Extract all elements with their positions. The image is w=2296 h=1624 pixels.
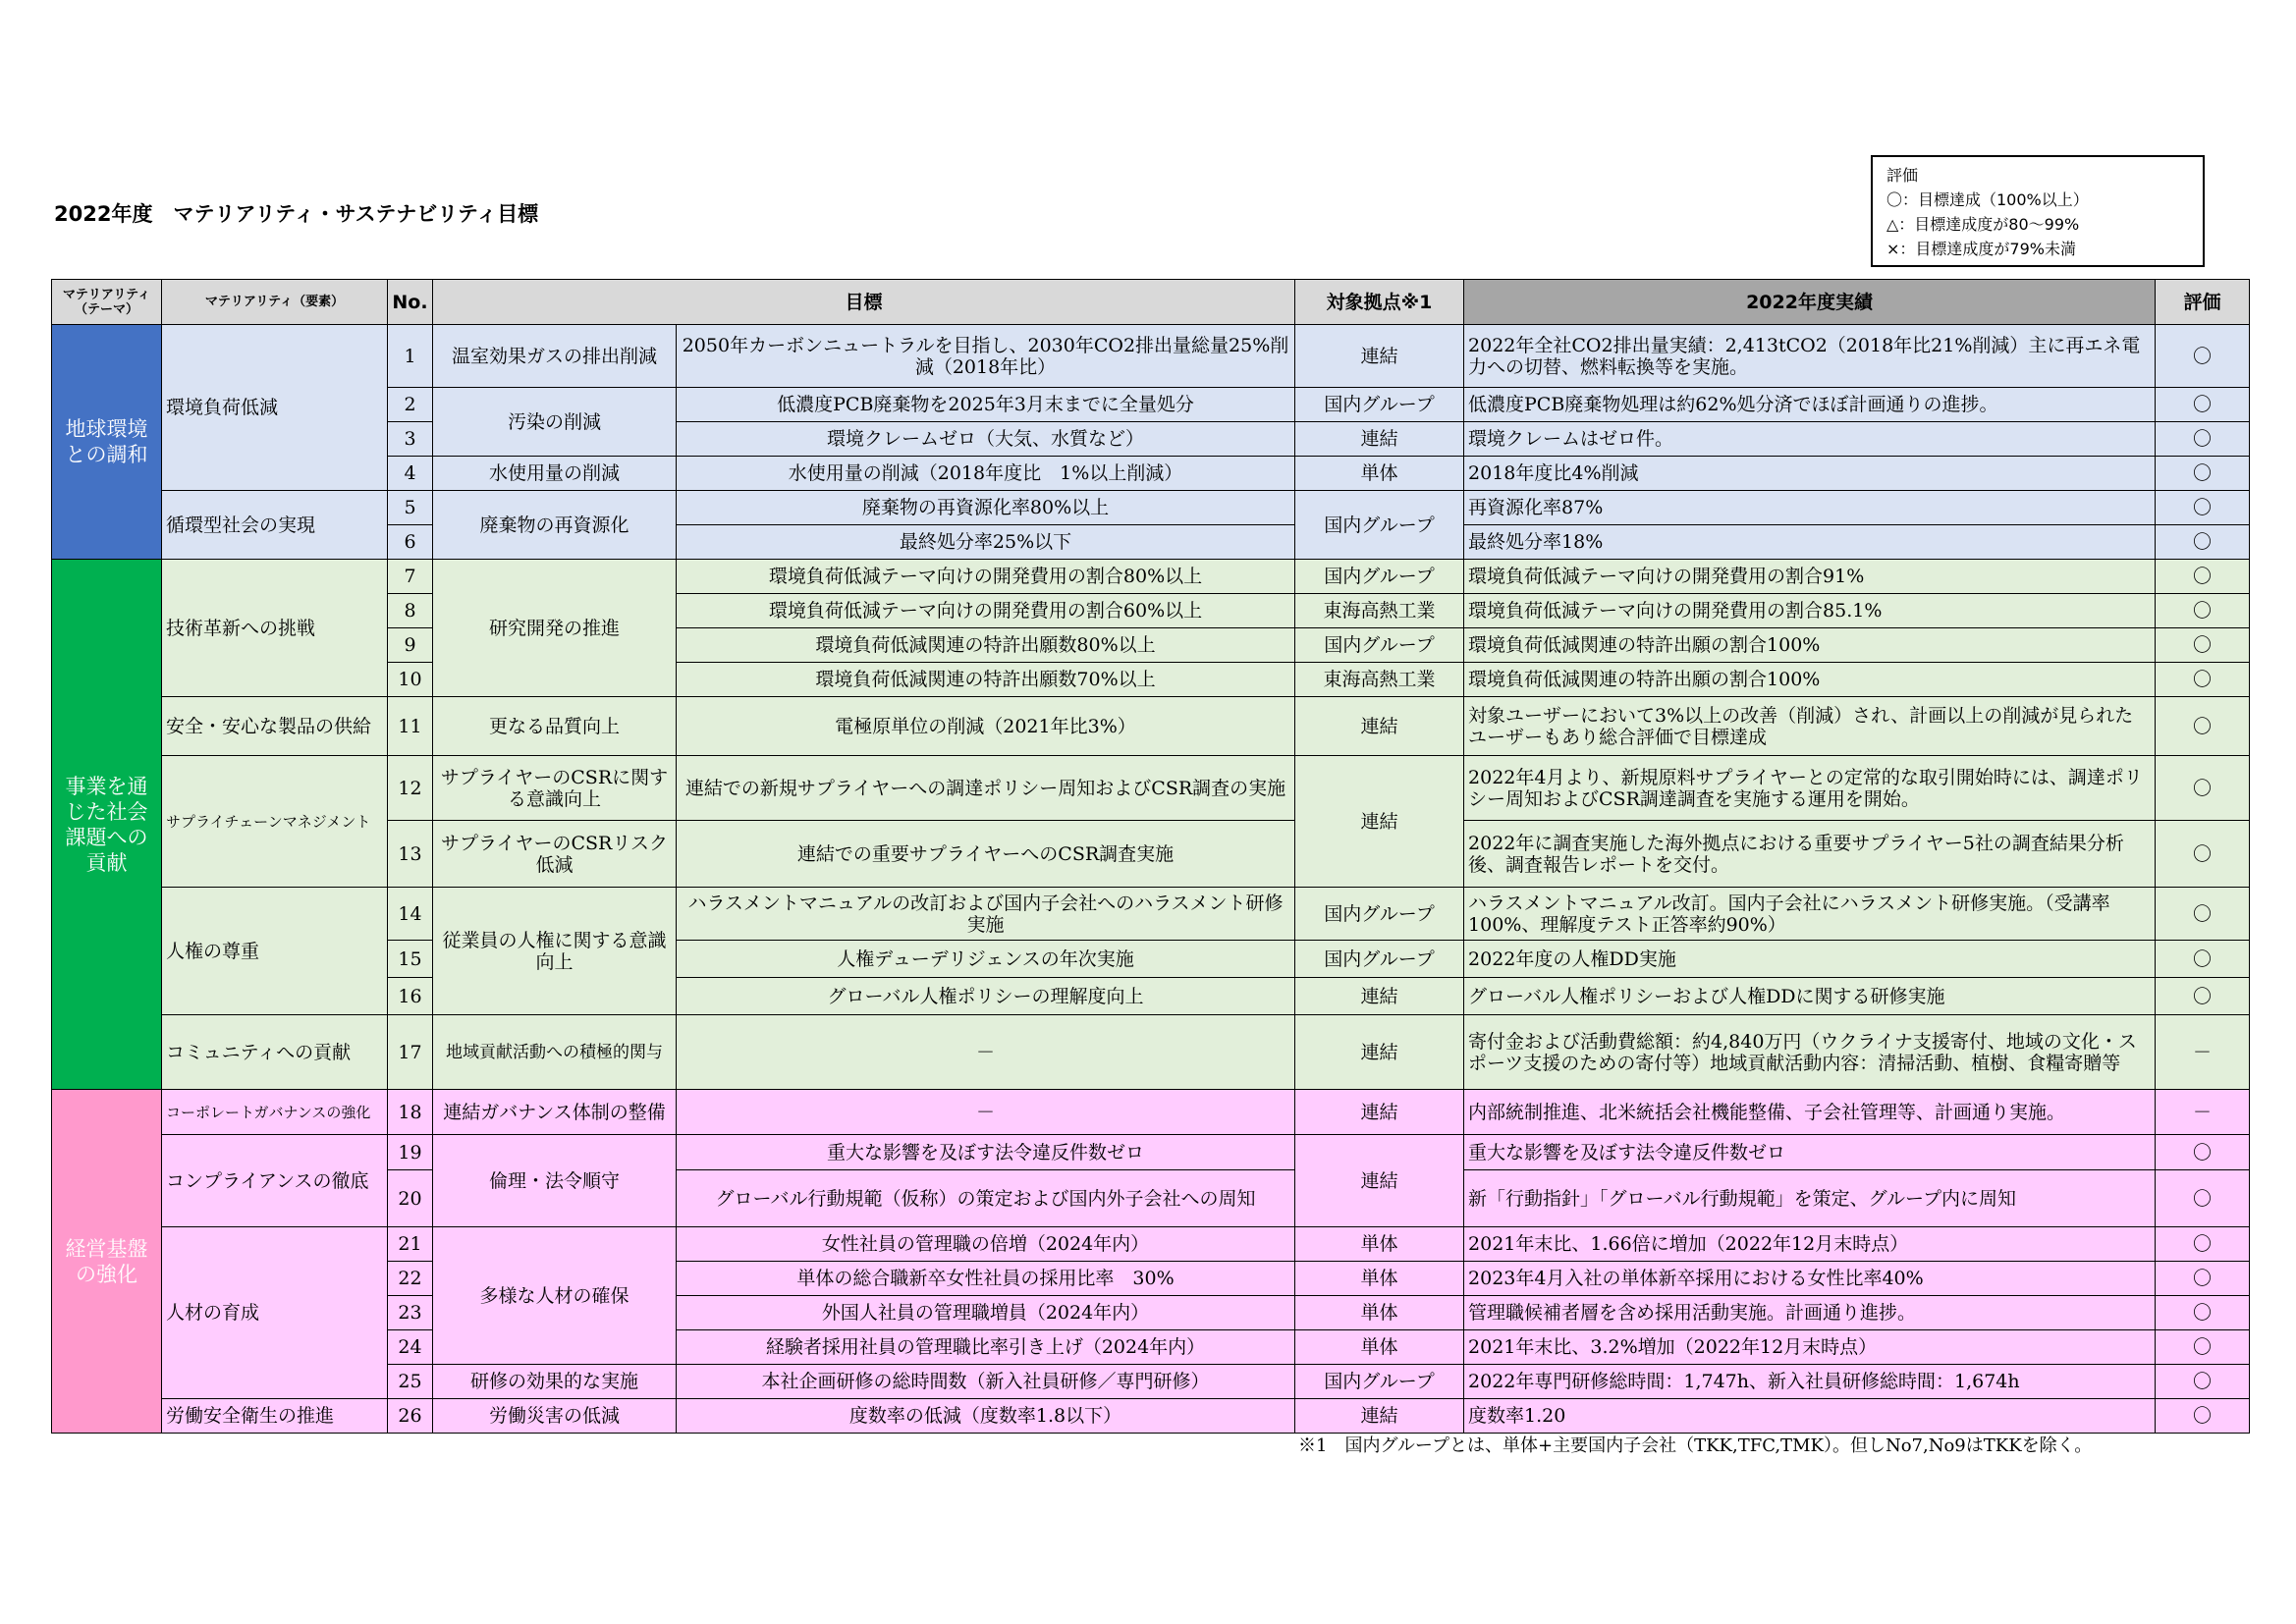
eval-cell: 〇 [2156,1296,2250,1330]
theme-cell: 事業を通じた社会課題への貢献 [52,560,162,1090]
element-cell: 循環型社会の実現 [162,491,388,560]
result-cell: 2022年度の人権DD実施 [1464,941,2156,978]
target-cell: － [677,1015,1295,1090]
target-cell: 経験者採用社員の管理職比率引き上げ（2024年内） [677,1330,1295,1365]
row-no: 15 [388,941,433,978]
row-no: 17 [388,1015,433,1090]
eval-cell: 〇 [2156,491,2250,525]
scope-cell: 単体 [1295,1262,1464,1296]
table-row [52,325,2250,388]
scope-cell: 連結 [1295,325,1464,388]
row-no: 9 [388,628,433,663]
goal-cell: 地域貢献活動への積極的関与 [433,1015,677,1090]
element-cell: 人材の育成 [162,1227,388,1399]
target-cell: 最終処分率25%以下 [677,525,1295,560]
eval-cell: 〇 [2156,1227,2250,1262]
element-cell: 環境負荷低減 [162,325,388,491]
goal-cell: 研修の効果的な実施 [433,1365,677,1399]
row-no: 13 [388,821,433,888]
goal-cell: サプライヤーのCSRリスク低減 [433,821,677,888]
scope-cell: 連結 [1295,1399,1464,1434]
table-row [52,888,2250,941]
goal-cell: 倫理・法令順守 [433,1135,677,1227]
element-cell: 技術革新への挑戦 [162,560,388,697]
eval-cell: 〇 [2156,457,2250,491]
result-cell: 2018年度比4%削減 [1464,457,2156,491]
header-eval: 評価 [2156,280,2250,325]
legend-heading: 評価 [1886,166,1919,185]
scope-cell: 連結 [1295,1135,1464,1227]
target-cell: 環境負荷低減関連の特許出願数70%以上 [677,663,1295,697]
result-cell: 低濃度PCB廃棄物処理は約62%処分済でほぼ計画通りの進捗。 [1464,388,2156,422]
row-no: 3 [388,422,433,457]
row-no: 6 [388,525,433,560]
row-no: 12 [388,756,433,821]
scope-cell: 単体 [1295,1330,1464,1365]
result-cell: 対象ユーザーにおいて3%以上の改善（削減）され、計画以上の削減が見られたユーザーもあり総合評価で目標達成 [1464,697,2156,756]
row-no: 11 [388,697,433,756]
row-no: 21 [388,1227,433,1262]
header-scope: 対象拠点※1 [1295,280,1464,325]
goal-cell: 水使用量の削減 [433,457,677,491]
goal-cell: 連結ガバナンス体制の整備 [433,1090,677,1135]
header-element: マテリアリティ（要素） [162,280,388,325]
result-cell: 新「行動指針」「グローバル行動規範」を策定、グループ内に周知 [1464,1170,2156,1227]
result-cell: 2021年末比、1.66倍に増加（2022年12月末時点） [1464,1227,2156,1262]
eval-cell: 〇 [2156,1365,2250,1399]
target-cell: 環境負荷低減関連の特許出願数80%以上 [677,628,1295,663]
target-cell: 外国人社員の管理職増員（2024年内） [677,1296,1295,1330]
scope-cell: 国内グループ [1295,941,1464,978]
scope-cell: 国内グループ [1295,628,1464,663]
target-cell: 単体の総合職新卒女性社員の採用比率 30% [677,1262,1295,1296]
eval-cell: 〇 [2156,941,2250,978]
goal-cell: 労働災害の低減 [433,1399,677,1434]
target-cell: グローバル人権ポリシーの理解度向上 [677,978,1295,1015]
result-cell: 2022年専門研修総時間：1,747h、新入社員研修総時間：1,674h [1464,1365,2156,1399]
table-row [52,756,2250,821]
element-cell: コミュニティへの貢献 [162,1015,388,1090]
result-cell: 再資源化率87% [1464,491,2156,525]
result-cell: 管理職候補者層を含め採用活動実施。計画通り進捗。 [1464,1296,2156,1330]
scope-cell: 東海高熱工業 [1295,594,1464,628]
eval-cell: 〇 [2156,1170,2250,1227]
target-cell: 人権デューデリジェンスの年次実施 [677,941,1295,978]
header-goal: 目標 [433,280,1295,325]
target-cell: 環境クレームゼロ（大気、水質など） [677,422,1295,457]
goal-cell: 廃棄物の再資源化 [433,491,677,560]
scope-cell: 連結 [1295,422,1464,457]
goal-cell: 多様な人材の確保 [433,1227,677,1365]
target-cell: 連結での新規サプライヤーへの調達ポリシー周知およびCSR調査の実施 [677,756,1295,821]
target-cell: 電極原単位の削減（2021年比3%） [677,697,1295,756]
result-cell: 度数率1.20 [1464,1399,2156,1434]
result-cell: 寄付金および活動費総額：約4,840万円（ウクライナ支援寄付、地域の文化・スポーツ支援のための寄付等）地域貢献活動内容：清掃活動、植樹、食糧寄贈等 [1464,1015,2156,1090]
eval-cell: 〇 [2156,888,2250,941]
row-no: 7 [388,560,433,594]
result-cell: 環境負荷低減テーマ向けの開発費用の割合91% [1464,560,2156,594]
header-result: 2022年度実績 [1464,280,2156,325]
eval-cell: 〇 [2156,1330,2250,1365]
eval-cell: 〇 [2156,821,2250,888]
eval-cell: 〇 [2156,1262,2250,1296]
goal-cell: 汚染の削減 [433,388,677,457]
target-cell: ハラスメントマニュアルの改訂および国内子会社へのハラスメント研修実施 [677,888,1295,941]
eval-cell: 〇 [2156,697,2250,756]
row-no: 2 [388,388,433,422]
eval-cell: － [2156,1015,2250,1090]
goal-cell: 温室効果ガスの排出削減 [433,325,677,388]
result-cell: 2021年末比、3.2%増加（2022年12月末時点） [1464,1330,2156,1365]
legend-item: 〇：目標達成（100%以上） [1886,190,2089,209]
eval-cell: 〇 [2156,756,2250,821]
target-cell: 女性社員の管理職の倍増（2024年内） [677,1227,1295,1262]
scope-cell: 単体 [1295,457,1464,491]
scope-cell: 単体 [1295,1227,1464,1262]
target-cell: 重大な影響を及ぼす法令違反件数ゼロ [677,1135,1295,1170]
target-cell: 2050年カーボンニュートラルを目指し、2030年CO2排出量総量25%削減（2018年比） [677,325,1295,388]
table-row [52,697,2250,756]
scope-cell: 国内グループ [1295,888,1464,941]
target-cell: グローバル行動規範（仮称）の策定および国内外子会社への周知 [677,1170,1295,1227]
row-no: 10 [388,663,433,697]
table-row [52,1227,2250,1262]
result-cell: 最終処分率18% [1464,525,2156,560]
eval-cell: 〇 [2156,1135,2250,1170]
eval-cell: 〇 [2156,388,2250,422]
row-no: 16 [388,978,433,1015]
table-row [52,1135,2250,1170]
table-row [52,1015,2250,1090]
result-cell: グローバル人権ポリシーおよび人権DDに関する研修実施 [1464,978,2156,1015]
eval-cell: 〇 [2156,325,2250,388]
row-no: 20 [388,1170,433,1227]
scope-cell: 東海高熱工業 [1295,663,1464,697]
result-cell: 内部統制推進、北米統括会社機能整備、子会社管理等、計画通り実施。 [1464,1090,2156,1135]
row-no: 23 [388,1296,433,1330]
result-cell: ハラスメントマニュアル改訂。国内子会社にハラスメント研修実施。（受講率100%、理解度テスト正答率約90%） [1464,888,2156,941]
eval-cell: 〇 [2156,560,2250,594]
result-cell: 環境クレームはゼロ件。 [1464,422,2156,457]
target-cell: － [677,1090,1295,1135]
result-cell: 環境負荷低減関連の特許出願の割合100% [1464,663,2156,697]
row-no: 25 [388,1365,433,1399]
eval-cell: 〇 [2156,422,2250,457]
result-cell: 2022年に調査実施した海外拠点における重要サプライヤー5社の調査結果分析後、調査報告レポートを交付。 [1464,821,2156,888]
theme-cell: 経営基盤の強化 [52,1090,162,1434]
table-header-row [52,280,2250,325]
target-cell: 環境負荷低減テーマ向けの開発費用の割合80%以上 [677,560,1295,594]
eval-cell: 〇 [2156,525,2250,560]
result-cell: 2023年4月入社の単体新卒採用における女性比率40% [1464,1262,2156,1296]
table-row [52,491,2250,525]
row-no: 4 [388,457,433,491]
goal-cell: 研究開発の推進 [433,560,677,697]
goal-cell: 従業員の人権に関する意識向上 [433,888,677,1015]
page-title: 2022年度 マテリアリティ・サステナビリティ目標 [54,202,539,226]
row-no: 5 [388,491,433,525]
table-row [52,1399,2250,1434]
scope-cell: 国内グループ [1295,1365,1464,1399]
legend-item: △：目標達成度が80～99% [1886,215,2080,234]
goal-cell: 更なる品質向上 [433,697,677,756]
table-row [52,1090,2250,1135]
result-cell: 2022年4月より、新規原料サプライヤーとの定常的な取引開始時には、調達ポリシー周知およびCSR調達調査を実施する運用を開始。 [1464,756,2156,821]
footnote: ※1 国内グループとは、単体+主要国内子会社（TKK,TFC,TMK）。但しNo7,No9はTKKを除く。 [1298,1435,2093,1456]
row-no: 1 [388,325,433,388]
evaluation-legend [1871,155,2205,267]
element-cell: 労働安全衛生の推進 [162,1399,388,1434]
scope-cell: 連結 [1295,697,1464,756]
element-cell: コンプライアンスの徹底 [162,1135,388,1227]
target-cell: 水使用量の削減（2018年度比 1%以上削減） [677,457,1295,491]
row-no: 14 [388,888,433,941]
row-no: 26 [388,1399,433,1434]
target-cell: 本社企画研修の総時間数（新入社員研修／専門研修） [677,1365,1295,1399]
eval-cell: 〇 [2156,594,2250,628]
scope-cell: 単体 [1295,1296,1464,1330]
materiality-table-wrapper [51,279,2250,1434]
scope-cell: 連結 [1295,1090,1464,1135]
element-cell: サプライチェーンマネジメント [162,756,388,888]
legend-item: ×：目標達成度が79%未満 [1886,240,2076,258]
element-cell: 人権の尊重 [162,888,388,1015]
header-theme: マテリアリティ（テーマ） [52,280,162,325]
row-no: 8 [388,594,433,628]
element-cell: コーポレートガバナンスの強化 [162,1090,388,1135]
row-no: 18 [388,1090,433,1135]
goal-cell: サプライヤーのCSRに関する意識向上 [433,756,677,821]
scope-cell: 国内グループ [1295,560,1464,594]
element-cell: 安全・安心な製品の供給 [162,697,388,756]
eval-cell: 〇 [2156,663,2250,697]
target-cell: 環境負荷低減テーマ向けの開発費用の割合60%以上 [677,594,1295,628]
row-no: 19 [388,1135,433,1170]
row-no: 24 [388,1330,433,1365]
result-cell: 重大な影響を及ぼす法令違反件数ゼロ [1464,1135,2156,1170]
result-cell: 環境負荷低減関連の特許出願の割合100% [1464,628,2156,663]
target-cell: 廃棄物の再資源化率80%以上 [677,491,1295,525]
materiality-table [51,279,2250,1434]
target-cell: 低濃度PCB廃棄物を2025年3月末までに全量処分 [677,388,1295,422]
scope-cell: 国内グループ [1295,491,1464,560]
eval-cell: 〇 [2156,1399,2250,1434]
target-cell: 度数率の低減（度数率1.8以下） [677,1399,1295,1434]
scope-cell: 国内グループ [1295,388,1464,422]
result-cell: 2022年全社CO2排出量実績：2,413tCO2（2018年比21%削減）主に再エネ電力への切替、燃料転換等を実施。 [1464,325,2156,388]
scope-cell: 連結 [1295,756,1464,888]
row-no: 22 [388,1262,433,1296]
target-cell: 連結での重要サプライヤーへのCSR調査実施 [677,821,1295,888]
table-row [52,560,2250,594]
scope-cell: 連結 [1295,978,1464,1015]
eval-cell: － [2156,1090,2250,1135]
result-cell: 環境負荷低減テーマ向けの開発費用の割合85.1% [1464,594,2156,628]
header-no: No. [388,280,433,325]
theme-cell: 地球環境との調和 [52,325,162,560]
scope-cell: 連結 [1295,1015,1464,1090]
eval-cell: 〇 [2156,978,2250,1015]
eval-cell: 〇 [2156,628,2250,663]
